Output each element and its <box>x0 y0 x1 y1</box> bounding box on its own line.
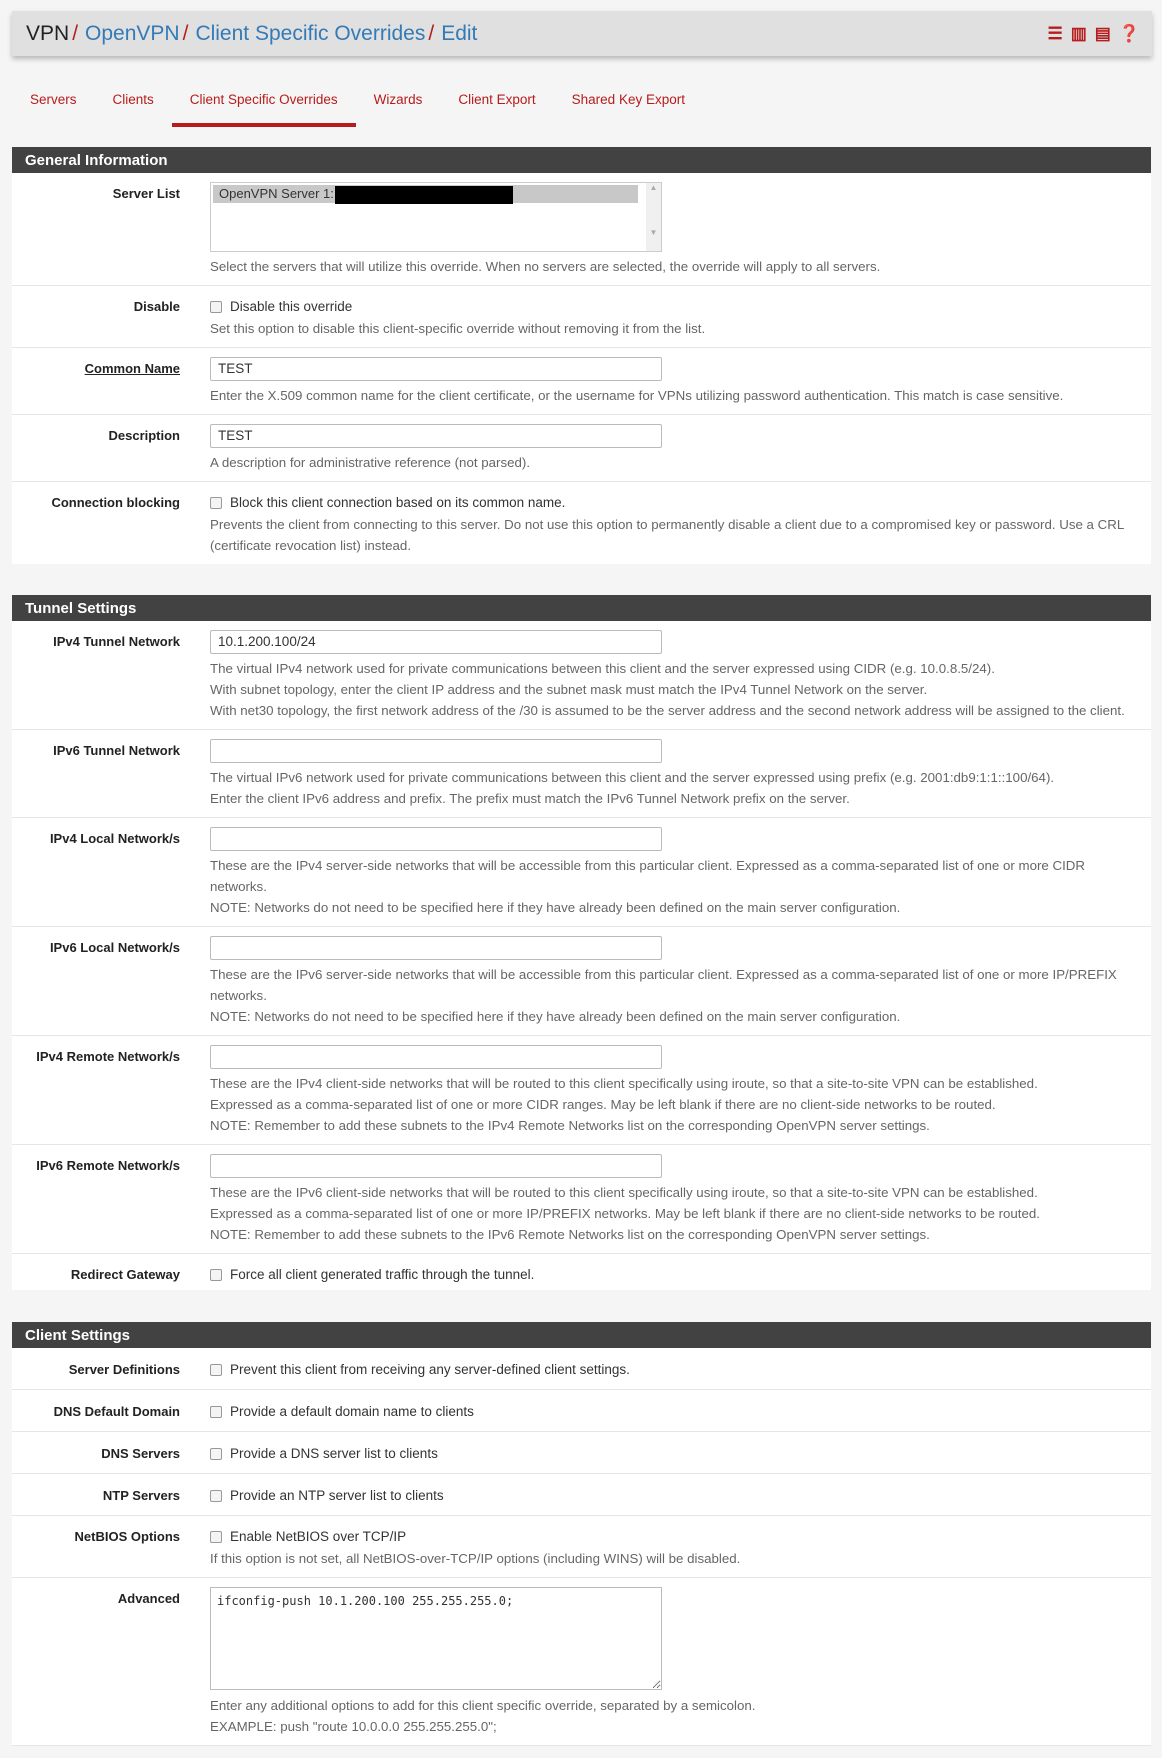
help-text: Enter any additional options to add for this client specific override, separated by a semicolon. <box>210 1698 756 1713</box>
tunnel-settings-panel <box>12 595 1151 1290</box>
tab-clients[interactable]: Clients <box>112 92 154 107</box>
field-label: IPv4 Remote Network/s <box>36 1049 180 1064</box>
dns-servers-row <box>12 1432 1151 1474</box>
help-text: NOTE: Remember to add these subnets to the IPv6 Remote Networks list on the corresponding OpenVPN server settings. <box>210 1227 930 1242</box>
help-text: These are the IPv6 server-side networks that will be accessible from this particular client. Expressed as a comma-separated list of one or more IP/PREFIX networks. <box>210 967 1117 1003</box>
field-label: Advanced <box>117 1591 180 1606</box>
ipv6-local-row <box>12 927 1151 1036</box>
option-label: OpenVPN Server 1: <box>219 186 334 201</box>
server-list-row <box>12 173 1151 286</box>
ntp-row <box>12 1474 1151 1516</box>
sliders-icon[interactable]: ☰ <box>1047 24 1063 43</box>
help-text: The virtual IPv6 network used for private communications between this client and the server expressed using prefix (e.g. 2001:db9:1:1::100/64). <box>210 770 1055 785</box>
ipv4-local-input[interactable] <box>210 827 662 851</box>
tab-bar <box>12 88 703 127</box>
breadcrumb-openvpn[interactable]: OpenVPN <box>85 21 180 45</box>
ipv4-remote-row <box>12 1036 1151 1145</box>
server-option[interactable] <box>213 185 638 203</box>
help-text: Enter the client IPv6 address and prefix. The prefix must match the IPv6 Tunnel Network prefix on the server. <box>210 791 850 806</box>
field-label: IPv6 Local Network/s <box>49 940 180 955</box>
checkbox-label: Block this client connection based on its common name. <box>230 495 566 510</box>
help-text: NOTE: Remember to add these subnets to the IPv4 Remote Networks list on the corresponding OpenVPN server settings. <box>210 1118 930 1133</box>
tab-client-export[interactable]: Client Export <box>458 92 536 107</box>
checkbox-label: Provide a default domain name to clients <box>230 1404 474 1419</box>
checkbox-label: Prevent this client from receiving any server-defined client settings. <box>230 1362 630 1377</box>
field-label: Redirect Gateway <box>70 1267 180 1282</box>
field-label: Description <box>108 428 180 443</box>
help-text: These are the IPv4 server-side networks that will be accessible from this particular client. Expressed as a comma-separated list of one or more CIDR networks. <box>210 858 1085 894</box>
breadcrumb-edit[interactable]: Edit <box>441 21 478 45</box>
tab-servers[interactable]: Servers <box>30 92 77 107</box>
panel-title: Client Settings <box>12 1322 1151 1348</box>
help-text: If this option is not set, all NetBIOS-over-TCP/IP options (including WINS) will be disabled. <box>210 1551 741 1566</box>
field-label: Server List <box>112 186 180 201</box>
panel-title: Tunnel Settings <box>12 595 1151 621</box>
help-text: EXAMPLE: push "route 10.0.0.0 255.255.255.0"; <box>210 1719 497 1734</box>
checkbox-label: Provide an NTP server list to clients <box>230 1488 444 1503</box>
ipv4-local-row <box>12 818 1151 927</box>
field-label: IPv4 Tunnel Network <box>53 634 180 649</box>
field-label: Server Definitions <box>68 1362 180 1377</box>
field-label: Connection blocking <box>51 495 180 510</box>
server-list-select[interactable] <box>210 182 662 252</box>
help-text: NOTE: Networks do not need to be specified here if they have already been defined on the main server configuration. <box>210 1009 901 1024</box>
redirect-gateway-row <box>12 1254 1151 1290</box>
help-text: Expressed as a comma-separated list of one or more IP/PREFIX networks. May be left blank if there are no client-side networks to be routed. <box>210 1206 1040 1221</box>
dns-servers-checkbox[interactable] <box>210 1448 222 1460</box>
disable-row <box>12 286 1151 348</box>
description-input[interactable]: TEST <box>210 424 662 448</box>
common-name-row <box>12 348 1151 415</box>
help-text: A description for administrative reference (not parsed). <box>210 455 531 470</box>
disable-checkbox[interactable] <box>210 301 222 313</box>
redaction <box>335 186 513 204</box>
ipv6-tunnel-input[interactable] <box>210 739 662 763</box>
panel-title: General Information <box>12 147 1151 173</box>
field-label: IPv4 Local Network/s <box>49 831 180 846</box>
common-name-input[interactable]: TEST <box>210 357 662 381</box>
netbios-checkbox[interactable] <box>210 1531 222 1543</box>
dns-domain-checkbox[interactable] <box>210 1406 222 1418</box>
help-text: Enter the X.509 common name for the client certificate, or the username for VPNs utilizing password authentication. This match is case sensitive. <box>210 388 1064 403</box>
ipv4-tunnel-input[interactable]: 10.1.200.100/24 <box>210 630 662 654</box>
advanced-row <box>12 1578 1151 1746</box>
checkbox-label: Disable this override <box>230 299 353 314</box>
help-text: NOTE: Networks do not need to be specified here if they have already been defined on the main server configuration. <box>210 900 901 915</box>
field-label: DNS Default Domain <box>53 1404 180 1419</box>
bar-chart-icon[interactable]: ▥ <box>1070 24 1087 43</box>
help-text: The virtual IPv4 network used for private communications between this client and the server expressed using CIDR (e.g. 10.0.8.5/24). <box>210 661 995 676</box>
dns-domain-row <box>12 1390 1151 1432</box>
table-icon[interactable]: ▤ <box>1094 24 1111 43</box>
field-label: DNS Servers <box>101 1446 180 1461</box>
help-text: Prevents the client from connecting to this server. Do not use this option to permanently disable a client due to a compromised key or password. Use a CRL (certificate revocation list) instead. <box>210 517 1124 553</box>
block-checkbox[interactable] <box>210 497 222 509</box>
field-label: NTP Servers <box>102 1488 180 1503</box>
description-row <box>12 415 1151 482</box>
server-defs-row <box>12 1348 1151 1390</box>
breadcrumb-vpn[interactable]: VPN <box>26 21 70 45</box>
tab-wizards[interactable]: Wizards <box>373 92 423 107</box>
help-text: With subnet topology, enter the client IP address and the subnet mask must match the IPv4 Tunnel Network on the server. <box>210 682 928 697</box>
help-text: Select the servers that will utilize this override. When no servers are selected, the override will apply to all servers. <box>210 259 881 274</box>
ipv6-tunnel-row <box>12 730 1151 818</box>
netbios-row <box>12 1516 1151 1578</box>
checkbox-label: Force all client generated traffic through the tunnel. <box>230 1267 535 1282</box>
checkbox-label: Enable NetBIOS over TCP/IP <box>230 1529 407 1544</box>
page-header: VPN / OpenVPN / Client Specific Overrides / Edit ☰ ▥ ▤ ❓ <box>12 11 1152 56</box>
help-text: Expressed as a comma-separated list of one or more CIDR ranges. May be left blank if there are no client-side networks to be routed. <box>210 1097 996 1112</box>
tab-client-specific-overrides[interactable]: Client Specific Overrides <box>172 88 356 127</box>
help-text: Set this option to disable this client-specific override without removing it from the list. <box>210 321 706 336</box>
ipv6-local-input[interactable] <box>210 936 662 960</box>
breadcrumb-csc[interactable]: Client Specific Overrides <box>195 21 426 45</box>
field-label: Common Name <box>84 361 180 376</box>
ipv6-remote-input[interactable] <box>210 1154 662 1178</box>
general-information-panel <box>12 147 1151 564</box>
client-settings-panel <box>12 1322 1151 1746</box>
ipv6-remote-row <box>12 1145 1151 1254</box>
field-label: NetBIOS Options <box>74 1529 180 1544</box>
ntp-checkbox[interactable] <box>210 1490 222 1502</box>
field-label: IPv6 Tunnel Network <box>53 743 180 758</box>
redirect-checkbox[interactable] <box>210 1269 222 1281</box>
ipv4-remote-input[interactable] <box>210 1045 662 1069</box>
help-text: With net30 topology, the first network address of the /30 is assumed to be the server address and the second network address will be assigned to the client. <box>210 703 1125 718</box>
help-text: These are the IPv4 client-side networks that will be routed to this client specifically using iroute, so that a site-to-site VPN can be established. <box>210 1076 1038 1091</box>
field-label: IPv6 Remote Network/s <box>36 1158 180 1173</box>
scrollbar[interactable]: ▲ ▼ <box>646 183 661 251</box>
field-label: Disable <box>133 299 180 314</box>
help-icon[interactable]: ❓ <box>1118 24 1140 43</box>
help-text: These are the IPv6 client-side networks that will be routed to this client specifically using iroute, so that a site-to-site VPN can be established. <box>210 1185 1038 1200</box>
tab-shared-key-export[interactable]: Shared Key Export <box>571 92 685 107</box>
connection-blocking-row <box>12 482 1151 564</box>
server-defs-checkbox[interactable] <box>210 1364 222 1376</box>
advanced-textarea[interactable] <box>210 1587 662 1690</box>
checkbox-label: Provide a DNS server list to clients <box>230 1446 438 1461</box>
ipv4-tunnel-row <box>12 621 1151 730</box>
